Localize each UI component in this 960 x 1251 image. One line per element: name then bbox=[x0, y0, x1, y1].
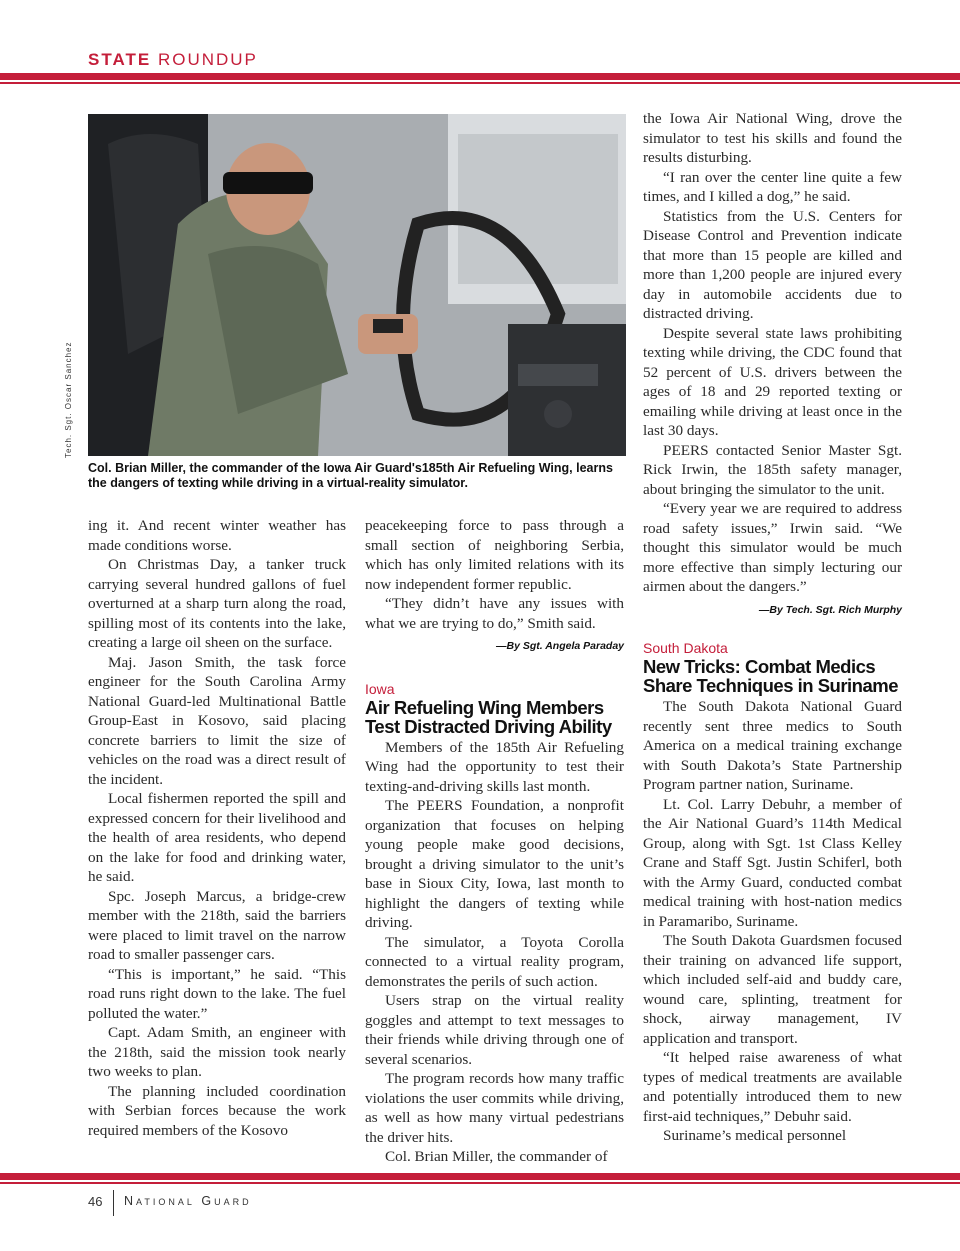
paragraph: Local fishermen reported the spill and expressed concern for their livelihood and the health of area residents, who depend on the lake for food and drinking water, he said. bbox=[88, 790, 346, 885]
story-headline: Air Refueling Wing Members Test Distracted Driving Ability bbox=[365, 696, 612, 737]
paragraph: Lt. Col. Larry Debuhr, a member of the Air National Guard’s 114th Medical Group, along with Sgt. 1st Class Kelley Crane and Staff Sgt. Justin Schiferl, both with the Army Guard, conducted combat medical training with host-nation medics in Paramaribo, Suriname. bbox=[643, 795, 902, 930]
footer-separator bbox=[113, 1190, 114, 1216]
paragraph: Members of the 185th Air Refueling Wing had the opportunity to test their texting-and-driving skills last month. bbox=[365, 738, 624, 795]
section-title bbox=[88, 50, 258, 70]
paragraph: “This is important,” he said. “This road runs right down to the lake. The fuel polluted the water.” bbox=[88, 965, 346, 1022]
paragraph: Despite several state laws prohibiting texting while driving, the CDC found that 52 percent of U.S. drivers between the ages of 18 and 29 reported texting or emailing while driving at least once in the last 30 days. bbox=[643, 324, 902, 439]
byline: —By Tech. Sgt. Rich Murphy bbox=[758, 603, 902, 616]
story-state: Iowa bbox=[365, 680, 395, 697]
paragraph: Spc. Joseph Marcus, a bridge-crew member with the 218th, said the barriers were placed to limit travel on the narrow road to smaller passenger cars. bbox=[88, 887, 346, 963]
paragraph: the Iowa Air National Wing, drove the simulator to test his skills and found the results disturbing. bbox=[643, 110, 902, 166]
paragraph: ing it. And recent winter weather has made conditions worse. bbox=[88, 517, 346, 554]
paragraph: PEERS contacted Senior Master Sgt. Rick Irwin, the 185th safety manager, about bringing the simulator to the unit. bbox=[643, 441, 902, 498]
page-number: 46 bbox=[88, 1194, 103, 1209]
paragraph: peacekeeping force to pass through a small section of neighboring Serbia, which has only limited relations with its now independent former republic. bbox=[365, 517, 624, 593]
photo-caption: Col. Brian Miller, the commander of the Iowa Air Guard's185th Air Refueling Wing, learns the dangers of texting while driving in a virtual-reality simulator. bbox=[88, 461, 613, 490]
paragraph: Statistics from the U.S. Centers for Disease Control and Prevention indicate that more than 15 people are killed and more than 1,200 people are injured every day in automobile accidents due to distracted driving. bbox=[643, 207, 902, 322]
photo-credit: Tech. Sgt. Oscar Sanchez bbox=[64, 341, 73, 458]
column-1 bbox=[88, 516, 346, 1140]
paragraph: “Every year we are required to address road safety issues,” Irwin said. “We thought this simulator would be much more effective than simply lecturing our airmen about the dangers.” bbox=[643, 500, 902, 595]
paragraph: The South Dakota Guardsmen focused their training on advanced life support, which included self-aid and buddy care, wound care, splinting, treatment for shock, airway management, IV application and transport. bbox=[643, 932, 902, 1047]
paragraph: “They didn’t have any issues with what we are trying to do,” Smith said. bbox=[365, 595, 624, 632]
paragraph: “It helped raise awareness of what types of medical treatments are available and potentially introduced them to new first-aid techniques,” Debuhr said. bbox=[643, 1049, 902, 1125]
story-state: South Dakota bbox=[643, 640, 728, 656]
paragraph: The PEERS Foundation, a nonprofit organization that focuses on helping young people make good decisions, brought a driving simulator to the unit’s base in Sioux City, Iowa, last month to highlight the dangers of texting while driving. bbox=[365, 797, 624, 931]
paragraph: The South Dakota National Guard recently sent three medics to South America on a medical training exchange with South Dakota’s State Partnership Program partner nation, Suriname. bbox=[643, 698, 902, 793]
header-bar bbox=[0, 73, 960, 80]
paragraph: Capt. Adam Smith, an engineer with the 218th, said the mission took nearly two weeks to plan. bbox=[88, 1024, 346, 1080]
paragraph: Col. Brian Miller, the commander of bbox=[385, 1148, 608, 1165]
story-headline: New Tricks: Combat Medics Share Techniques in Suriname bbox=[643, 656, 899, 696]
paragraph: Users strap on the virtual reality goggles and attempt to text messages to their friends while driving through one of several scenarios. bbox=[365, 992, 624, 1068]
column-3 bbox=[643, 109, 902, 1146]
section-title-rest: ROUNDUP bbox=[157, 50, 258, 69]
paragraph: “I ran over the center line quite a few times, and I killed a dog,” he said. bbox=[643, 168, 902, 205]
footer-rule bbox=[0, 1182, 960, 1184]
article-photo bbox=[88, 114, 626, 456]
paragraph: The planning included coordination with Serbian forces because the work required members of the Kosovo bbox=[88, 1082, 346, 1139]
byline: —By Sgt. Angela Paraday bbox=[496, 640, 624, 652]
section-title-bold: STATE bbox=[88, 50, 152, 69]
paragraph: The program records how many traffic violations the user commits while driving, as well as how many virtual pedestrians the driver hits. bbox=[365, 1070, 624, 1146]
footer-bar bbox=[0, 1173, 960, 1180]
photo-illustration bbox=[88, 114, 626, 456]
paragraph: Suriname’s medical personnel bbox=[663, 1127, 847, 1144]
column-2 bbox=[365, 516, 624, 1167]
paragraph: Maj. Jason Smith, the task force engineer for the South Carolina Army National Guard-led Multinational Battle Group-East in Kosovo, said placing concrete barriers to limit the size of vehicles on the road was a direct result of the incident. bbox=[88, 653, 346, 788]
magazine-name: National Guard bbox=[124, 1194, 252, 1208]
paragraph: On Christmas Day, a tanker truck carrying several hundred gallons of fuel overturned at a sharp turn along the road, spilling most of its contents into the lake, creating a large oil sheen on the surface. bbox=[88, 556, 346, 651]
paragraph: The simulator, a Toyota Corolla connected to a virtual reality program, demonstrates the perils of such action. bbox=[365, 933, 624, 990]
header-rule bbox=[0, 82, 960, 84]
